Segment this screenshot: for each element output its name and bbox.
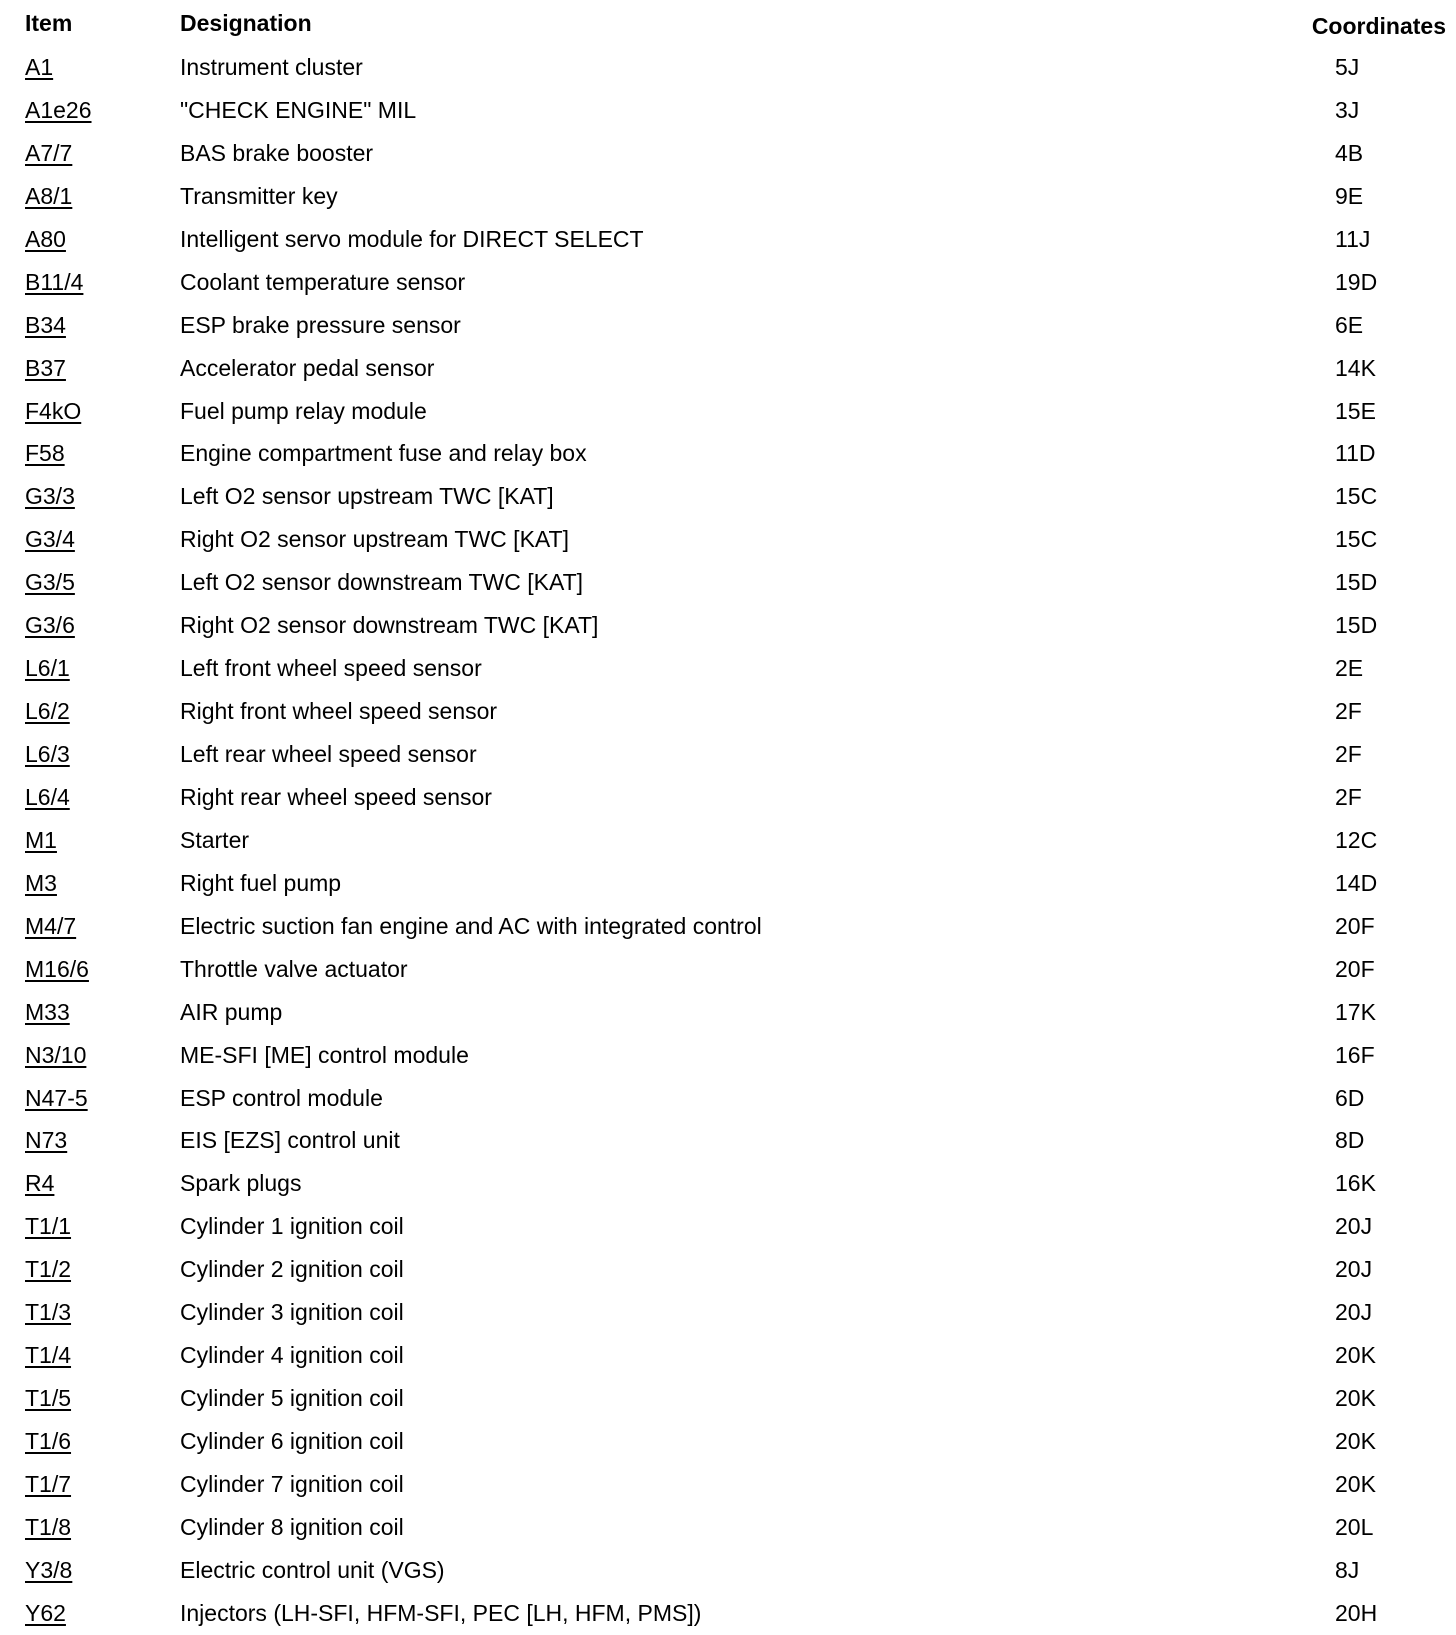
coordinates-text: 19D xyxy=(1335,268,1378,295)
table-row xyxy=(0,46,1456,89)
designation-text: Left front wheel speed sensor xyxy=(180,655,482,682)
designation-text: Cylinder 7 ignition coil xyxy=(180,1470,404,1497)
designation-text: Throttle valve actuator xyxy=(180,955,408,982)
coordinates-text: 20J xyxy=(1335,1213,1373,1240)
coordinates-text: 20J xyxy=(1335,1256,1373,1283)
table-row xyxy=(0,518,1456,561)
item-link[interactable]: B37 xyxy=(25,354,66,381)
coordinates-text: 11J xyxy=(1335,225,1371,252)
coordinates-text: 17K xyxy=(1335,998,1376,1025)
designation-text: Cylinder 5 ignition coil xyxy=(180,1385,404,1412)
item-link[interactable]: A1e26 xyxy=(25,96,92,123)
item-link[interactable]: T1/4 xyxy=(25,1342,72,1369)
designation-text: Cylinder 1 ignition coil xyxy=(180,1213,404,1240)
item-link[interactable]: T1/6 xyxy=(25,1428,72,1454)
designation-text: Electric suction fan engine and AC with integrated control xyxy=(180,912,762,939)
item-link[interactable]: L6/2 xyxy=(25,698,70,725)
item-link[interactable]: F58 xyxy=(25,440,65,467)
table-body xyxy=(0,46,1456,1635)
table-header xyxy=(0,4,1456,44)
table-row xyxy=(0,733,1456,776)
item-link[interactable]: Y3/8 xyxy=(25,1556,73,1583)
item-link[interactable]: G3/3 xyxy=(25,483,75,510)
table-row xyxy=(0,1077,1456,1120)
item-link[interactable]: T1/8 xyxy=(25,1513,72,1540)
coordinates-text: 11D xyxy=(1335,440,1376,467)
table-row xyxy=(0,432,1456,475)
item-link[interactable]: N3/10 xyxy=(25,1041,87,1068)
coordinates-text: 14K xyxy=(1335,354,1376,381)
table-row xyxy=(0,132,1456,175)
designation-text: Right fuel pump xyxy=(180,869,342,896)
coordinates-text: 20L xyxy=(1335,1513,1374,1540)
item-link[interactable]: Y62 xyxy=(25,1599,66,1626)
designation-text: Cylinder 2 ignition coil xyxy=(180,1256,404,1283)
item-link[interactable]: L6/4 xyxy=(25,783,70,810)
item-link[interactable]: G3/4 xyxy=(25,526,75,553)
table-row xyxy=(0,1592,1456,1635)
designation-text: Left O2 sensor upstream TWC [KAT] xyxy=(180,483,554,510)
coordinates-text: 2E xyxy=(1335,655,1364,682)
designation-text: Transmitter key xyxy=(180,182,338,209)
table-row xyxy=(0,690,1456,733)
item-link[interactable]: T1/3 xyxy=(25,1299,72,1326)
coordinates-text: 2F xyxy=(1335,698,1362,725)
designation-text: Cylinder 3 ignition coil xyxy=(180,1299,404,1326)
item-link[interactable]: G3/5 xyxy=(25,569,75,596)
designation-text: Fuel pump relay module xyxy=(180,397,427,424)
item-link[interactable]: F4kO xyxy=(25,397,82,424)
item-link[interactable]: M3 xyxy=(25,869,57,896)
designation-text: Right rear wheel speed sensor xyxy=(180,783,492,810)
item-link[interactable]: A7/7 xyxy=(25,139,73,166)
designation-text: Left O2 sensor downstream TWC [KAT] xyxy=(180,569,584,596)
designation-text: Cylinder 4 ignition coil xyxy=(180,1342,404,1369)
item-link[interactable]: M16/6 xyxy=(25,955,89,982)
table-row xyxy=(0,304,1456,347)
table-row xyxy=(0,819,1456,862)
designation-text: Electric control unit (VGS) xyxy=(180,1556,445,1583)
designation-text: BAS brake booster xyxy=(180,139,374,166)
coordinates-text: 6E xyxy=(1335,311,1364,338)
table-row xyxy=(0,604,1456,647)
table-row xyxy=(0,475,1456,518)
item-link[interactable]: N47-5 xyxy=(25,1084,88,1111)
designation-text: Intelligent servo module for DIRECT SELECT xyxy=(180,225,644,252)
item-link[interactable]: T1/5 xyxy=(25,1385,72,1412)
coordinates-text: 15D xyxy=(1335,612,1378,639)
coordinates-text: 16K xyxy=(1335,1170,1376,1197)
item-link[interactable]: M33 xyxy=(25,998,70,1025)
table-row xyxy=(0,1549,1456,1592)
item-link[interactable]: G3/6 xyxy=(25,612,75,639)
coordinates-text: 8D xyxy=(1335,1127,1365,1154)
table-row xyxy=(0,1034,1456,1077)
designation-text: Right O2 sensor upstream TWC [KAT] xyxy=(180,526,569,553)
table-row xyxy=(0,1291,1456,1334)
item-link[interactable]: R4 xyxy=(25,1170,55,1197)
designation-text: Injectors (LH-SFI, HFM-SFI, PEC [LH, HFM, PMS]) xyxy=(180,1599,702,1626)
table-row xyxy=(0,905,1456,948)
table-row xyxy=(0,261,1456,304)
table-row xyxy=(0,1420,1456,1463)
coordinates-text: 15D xyxy=(1335,569,1378,596)
coordinates-text: 14D xyxy=(1335,869,1378,896)
coordinates-text: 16F xyxy=(1335,1041,1375,1068)
table-row xyxy=(0,1506,1456,1549)
item-link[interactable]: A80 xyxy=(25,225,66,252)
coordinates-text: 20K xyxy=(1335,1428,1376,1454)
coordinates-text: 6D xyxy=(1335,1084,1365,1111)
table-row xyxy=(0,218,1456,261)
item-link[interactable]: L6/3 xyxy=(25,741,70,767)
table-row xyxy=(0,1205,1456,1248)
designation-text: Right front wheel speed sensor xyxy=(180,698,498,725)
table-row xyxy=(0,89,1456,132)
table-row xyxy=(0,390,1456,433)
item-link[interactable]: L6/1 xyxy=(25,655,70,682)
table-row xyxy=(0,1119,1456,1162)
coordinates-text: 15E xyxy=(1335,397,1376,424)
coordinates-text: 20F xyxy=(1335,912,1375,939)
coordinates-text: 4B xyxy=(1335,139,1364,166)
table-row xyxy=(0,991,1456,1034)
coordinates-text: 20F xyxy=(1335,955,1375,982)
item-link[interactable]: B11/4 xyxy=(25,268,84,295)
coordinates-text: 20J xyxy=(1335,1299,1373,1326)
table-row xyxy=(0,647,1456,690)
item-link[interactable]: N73 xyxy=(25,1127,68,1154)
coordinates-text: 2F xyxy=(1335,783,1362,810)
item-link[interactable]: T1/2 xyxy=(25,1256,72,1283)
header-designation: Designation xyxy=(180,10,312,36)
item-link[interactable]: A8/1 xyxy=(25,182,73,209)
table-row xyxy=(0,1377,1456,1420)
item-link[interactable]: M4/7 xyxy=(25,912,77,939)
header-coordinates: Coordinates xyxy=(1311,13,1446,39)
item-link[interactable]: A1 xyxy=(25,54,54,80)
table-row xyxy=(0,1463,1456,1506)
coordinates-text: 3J xyxy=(1335,96,1360,123)
coordinates-text: 5J xyxy=(1335,54,1360,80)
designation-text: Instrument cluster xyxy=(180,54,363,80)
designation-text: Cylinder 8 ignition coil xyxy=(180,1513,404,1540)
designation-text: Spark plugs xyxy=(180,1170,302,1197)
designation-text: Accelerator pedal sensor xyxy=(180,354,435,381)
item-link[interactable]: M1 xyxy=(25,826,57,853)
table-row xyxy=(0,175,1456,218)
coordinates-text: 2F xyxy=(1335,741,1362,767)
designation-text: Cylinder 6 ignition coil xyxy=(180,1428,404,1454)
coordinates-text: 20K xyxy=(1335,1470,1376,1497)
designation-text: EIS [EZS] control unit xyxy=(180,1127,400,1154)
designation-text: Coolant temperature sensor xyxy=(180,268,466,295)
coordinates-text: 20K xyxy=(1335,1385,1376,1412)
item-link[interactable]: B34 xyxy=(25,311,66,338)
table-row xyxy=(0,862,1456,905)
coordinates-text: 20K xyxy=(1335,1342,1376,1369)
designation-text: AIR pump xyxy=(180,998,283,1025)
item-link[interactable]: T1/7 xyxy=(25,1470,72,1497)
item-link[interactable]: T1/1 xyxy=(25,1213,72,1240)
table-row xyxy=(0,1334,1456,1377)
table-row xyxy=(0,776,1456,819)
designation-text: Starter xyxy=(180,826,250,853)
coordinates-text: 15C xyxy=(1335,483,1378,510)
designation-text: ME-SFI [ME] control module xyxy=(180,1041,469,1068)
table-row xyxy=(0,561,1456,604)
designation-text: ESP control module xyxy=(180,1084,383,1111)
designation-text: ESP brake pressure sensor xyxy=(180,311,461,338)
table-row xyxy=(0,347,1456,390)
coordinates-text: 8J xyxy=(1335,1556,1360,1583)
coordinates-text: 9E xyxy=(1335,182,1364,209)
designation-text: Right O2 sensor downstream TWC [KAT] xyxy=(180,612,599,639)
table-row xyxy=(0,1248,1456,1291)
coordinates-text: 20H xyxy=(1335,1599,1378,1626)
designation-text: Engine compartment fuse and relay box xyxy=(180,440,587,467)
table-row xyxy=(0,1162,1456,1205)
designation-text: Left rear wheel speed sensor xyxy=(180,741,477,767)
coordinates-text: 12C xyxy=(1335,826,1378,853)
coordinates-text: 15C xyxy=(1335,526,1378,553)
header-item: Item xyxy=(25,10,73,36)
table-row xyxy=(0,948,1456,991)
designation-text: "CHECK ENGINE" MIL xyxy=(180,96,417,123)
